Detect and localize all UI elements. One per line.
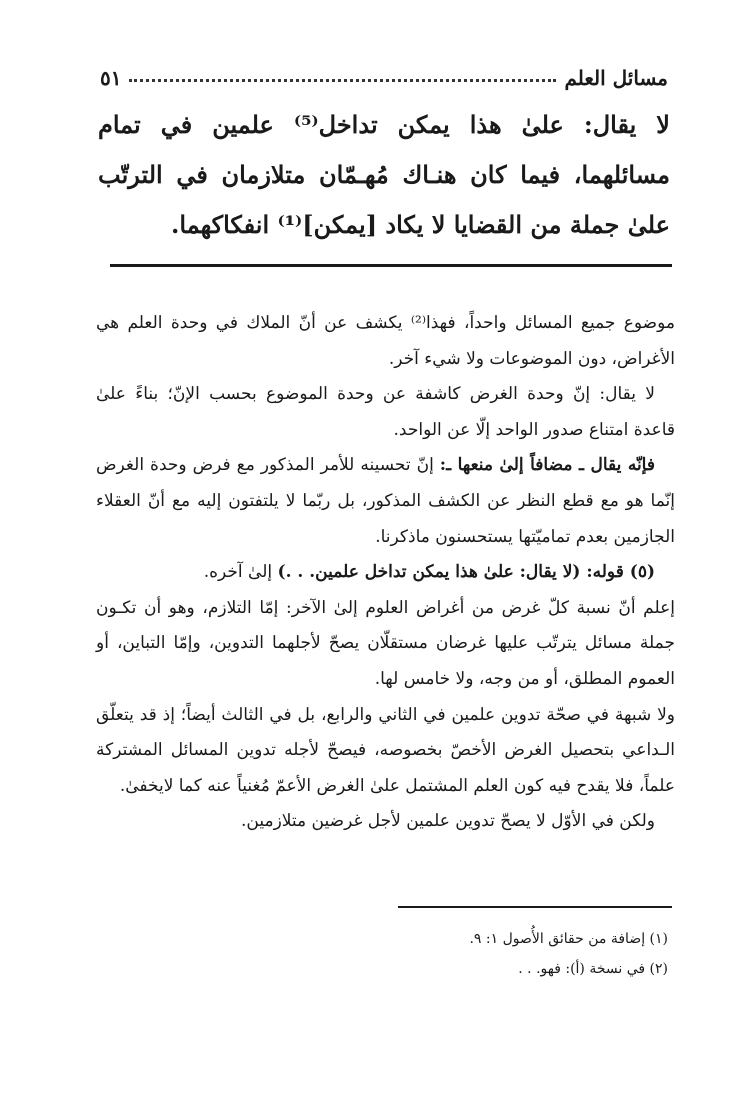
quoted-heading-tail: إلىٰ آخره.	[203, 562, 278, 583]
commentary-paragraph-4	[96, 555, 675, 591]
commentary-paragraph-6: ولا شبهة في صحّة تدوين علمين في الثاني والرابع، بل في الثالث أيضاً؛ إذ قد يتعلّق الـداعي بتحصيل الغرض الأخصّ بخصوصه، فيصحّ لأجله تدوين المسائل المشتركة علماً، فلا يقدح فيه كون العلم المشتمل علىٰ الغرض الأعمّ مُغنياً عنه كما لايخفىٰ.	[96, 704, 675, 796]
footnotes-block	[98, 924, 668, 984]
footnote-divider	[398, 906, 672, 908]
page-number: ٥١	[100, 66, 122, 90]
header-dot-leader	[129, 78, 556, 82]
commentary-paragraph-2: لا يقال: إنّ وحدة الغرض كاشفة عن وحدة الموضوع بحسب الإنّ؛ بناءً علىٰ قاعدة امتناع صدور الواحد إلّا عن الواحد.	[96, 384, 675, 440]
main-text-divider	[110, 264, 672, 267]
objection-lead: فإنّه يقال ـ مضافاً إلىٰ منعها ـ:	[439, 455, 655, 476]
footnote-1: (١) إضافة من حقائق الأُصول ١: ٩.	[469, 931, 668, 947]
commentary-paragraph-5: إعلم أنّ نسبة كلّ غرض من أغراض العلوم إلىٰ الآخر: إمّا التلازم، وهو أن تكـون جملة مسائل يترتّب عليها غرضان مستقلّان يصحّ لأجلهما التدوين، وإمّا التباين، أو العموم المطلق، أو من وجه، ولا خامس لها.	[96, 597, 675, 689]
commentary-block	[96, 306, 675, 840]
quoted-heading: (٥) قوله: (لا يقال: علىٰ هذا يمكن تداخل علمين. . .)	[277, 562, 655, 583]
running-header	[100, 60, 668, 90]
commentary-paragraph-1: موضوع جميع المسائل واحداً، فهذا⁽²⁾ يكشف عن أنّ الملاك في وحدة العلم هي الأغراض، دون الموضوعات ولا شيء آخر.	[96, 313, 675, 369]
chapter-title: مسائل العلم	[564, 66, 668, 90]
commentary-paragraph-7: ولكن في الأوّل لا يصحّ تدوين علمين لأجل غرضين متلازمين.	[240, 811, 655, 832]
objection-body: إنّ تحسينه للأمر المذكور مع فرض وحدة الغرض إنّما هو مع قطع النظر عن الكشف المذكور، بل ربّما لا يلتفتون إليه مع أنّ العقلاء الجازمين بعدم تماميّتها يستحسنون ماذكرنا.	[96, 455, 675, 547]
main-paragraph: لا يقال: علىٰ هذا يمكن تداخل⁽⁵⁾ علمين في تمام مسائلهما، فيما كان هنـاك مُهـمّان متلازمان في الترتّب علىٰ جملة من القضايا لا يكاد [يمكن]⁽¹⁾ انفكاكهما.	[98, 110, 670, 239]
commentary-paragraph-3	[96, 448, 675, 555]
footnote-2: (٢) في نسخة (أ): فهو. . .	[518, 961, 668, 977]
main-text-block	[98, 100, 670, 250]
